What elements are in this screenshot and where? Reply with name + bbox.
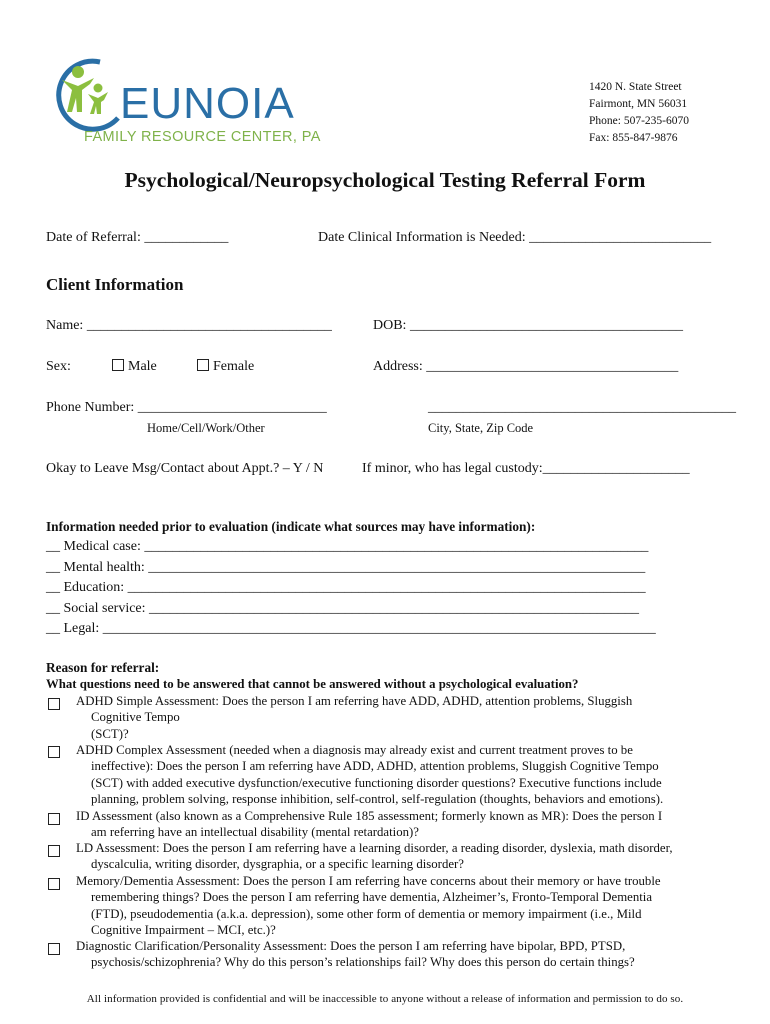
reason-question: What questions need to be answered that cannot be answered without a psychological evaluation?	[46, 677, 579, 691]
mental-health-line[interactable]: __ Mental health: _______________________________________________________________________	[46, 560, 646, 575]
adhd-complex-option	[76, 742, 663, 808]
diagnostic-clarification-option	[76, 938, 635, 971]
adhd-simple-option	[76, 693, 632, 742]
memory-dementia-text: Memory/Dementia Assessment: Does the person I am referring have concerns about their memory or have trouble	[76, 874, 661, 888]
dob-field[interactable]: DOB: _______________________________________	[373, 318, 683, 333]
address-line2-field[interactable]: ____________________________________________	[428, 400, 736, 415]
name-field[interactable]: Name: ___________________________________	[46, 318, 332, 333]
leave-message-question[interactable]: Okay to Leave Msg/Contact about Appt.? – Y / N	[46, 461, 324, 476]
logo-wordmark: EUNOIA	[120, 79, 295, 128]
memory-dementia-text-2: remembering things? Does the person I am referring have dementia, Alzheimer’s, Fronto-Temporal Dementia	[91, 890, 653, 905]
ld-assessment-text-2: dyscalculia, writing disorder, dysgraphia, or a specific learning disorder?	[91, 857, 464, 872]
id-assessment-text: ID Assessment (also known as a Comprehensive Rule 185 assessment; formerly known as MR): Does the person I	[76, 809, 663, 823]
female-label: Female	[213, 359, 255, 374]
education-line[interactable]: __ Education: __________________________________________________________________________	[46, 580, 646, 595]
ld-assessment-option	[76, 840, 673, 873]
address-field[interactable]: Address: ____________________________________	[373, 359, 679, 374]
memory-dementia-option	[76, 873, 661, 939]
date-clinical-needed-field[interactable]: Date Clinical Information is Needed: __________________________	[318, 230, 712, 245]
ld-assessment-text: LD Assessment: Does the person I am referring have a learning disorder, a reading disorder, dyslexia, math disorder,	[76, 841, 673, 855]
male-checkbox[interactable]	[112, 359, 124, 371]
sex-male-option[interactable]	[112, 359, 157, 375]
confidentiality-notice: All information provided is confidential and will be inaccessible to anyone without a release of information and permission to do so.	[86, 993, 684, 1005]
diagnostic-clarification-text-2: psychosis/schizophrenia? Why do this person’s relationships fail? Why does this person do certain things?	[91, 955, 635, 970]
memory-dementia-checkbox[interactable]	[48, 878, 60, 890]
female-checkbox[interactable]	[197, 359, 209, 371]
address-fax: Fax: 855-847-9876	[589, 132, 678, 144]
male-label: Male	[128, 359, 157, 374]
form-title: Psychological/Neuropsychological Testing Referral Form	[124, 168, 646, 192]
memory-dementia-text-3: (FTD), pseudodementia (a.k.a. depression), some other form of dementia or memory impairment (i.e., Mild	[91, 906, 642, 921]
adhd-complex-text-3: (SCT) with added executive dysfunction/executive functioning disorder questions? Executive functions include	[91, 775, 662, 790]
adhd-complex-text: ADHD Complex Assessment (needed when a diagnosis may already exist and current treatment proves to be	[76, 743, 633, 757]
sex-label: Sex:	[46, 359, 71, 374]
phone-type-hint: Home/Cell/Work/Other	[147, 421, 265, 435]
reason-heading: Reason for referral:	[46, 660, 160, 675]
adhd-simple-checkbox[interactable]	[48, 698, 60, 710]
memory-dementia-text-4: Cognitive Impairment – MCI, etc.)?	[91, 923, 276, 938]
city-state-zip-hint: City, State, Zip Code	[428, 421, 534, 435]
medical-case-line[interactable]: __ Medical case: ________________________________________________________________________	[46, 539, 649, 554]
adhd-simple-text-2: Cognitive Tempo	[91, 710, 180, 725]
id-assessment-checkbox[interactable]	[48, 813, 60, 825]
eunoia-logo	[48, 52, 321, 150]
id-assessment-option	[76, 808, 662, 841]
logo-subtitle: FAMILY RESOURCE CENTER, PA	[84, 129, 321, 145]
adhd-complex-checkbox[interactable]	[48, 746, 60, 758]
date-of-referral-field[interactable]: Date of Referral: ____________	[46, 230, 229, 245]
adhd-simple-text: ADHD Simple Assessment: Does the person I am referring have ADD, ADHD, attention problems, Sluggish	[76, 694, 633, 708]
address-phone: Phone: 507-235-6070	[589, 115, 689, 127]
phone-number-field[interactable]: Phone Number: ___________________________	[46, 400, 327, 415]
legal-custody-field[interactable]: If minor, who has legal custody:_____________________	[362, 461, 690, 476]
id-assessment-text-2: am referring have an intellectual disability (mental retardation)?	[91, 825, 419, 840]
contact-address	[589, 79, 689, 147]
social-service-line[interactable]: __ Social service: ______________________________________________________________________	[46, 601, 640, 616]
adhd-complex-text-4: planning, problem solving, response inhibition, self-control, self-regulation (thoughts, behaviors and emotions).	[91, 792, 664, 807]
adhd-complex-text-2: ineffective): Does the person I am referring have ADD, ADHD, attention problems, Sluggish Cognitive Tempo	[91, 759, 659, 774]
sex-female-option[interactable]	[197, 359, 254, 375]
address-city: Fairmont, MN 56031	[589, 98, 688, 110]
info-needed-heading: Information needed prior to evaluation (indicate what sources may have information):	[46, 519, 536, 534]
adhd-simple-text-3: (SCT)?	[91, 726, 129, 741]
diagnostic-clarification-text: Diagnostic Clarification/Personality Assessment: Does the person I am referring have bipolar, BPD, PTSD,	[76, 939, 626, 953]
ld-assessment-checkbox[interactable]	[48, 845, 60, 857]
address-street: 1420 N. State Street	[589, 81, 682, 93]
legal-line[interactable]: __ Legal: _______________________________________________________________________________	[46, 621, 656, 636]
diagnostic-clarification-checkbox[interactable]	[48, 943, 60, 955]
client-information-heading: Client Information	[46, 275, 184, 294]
